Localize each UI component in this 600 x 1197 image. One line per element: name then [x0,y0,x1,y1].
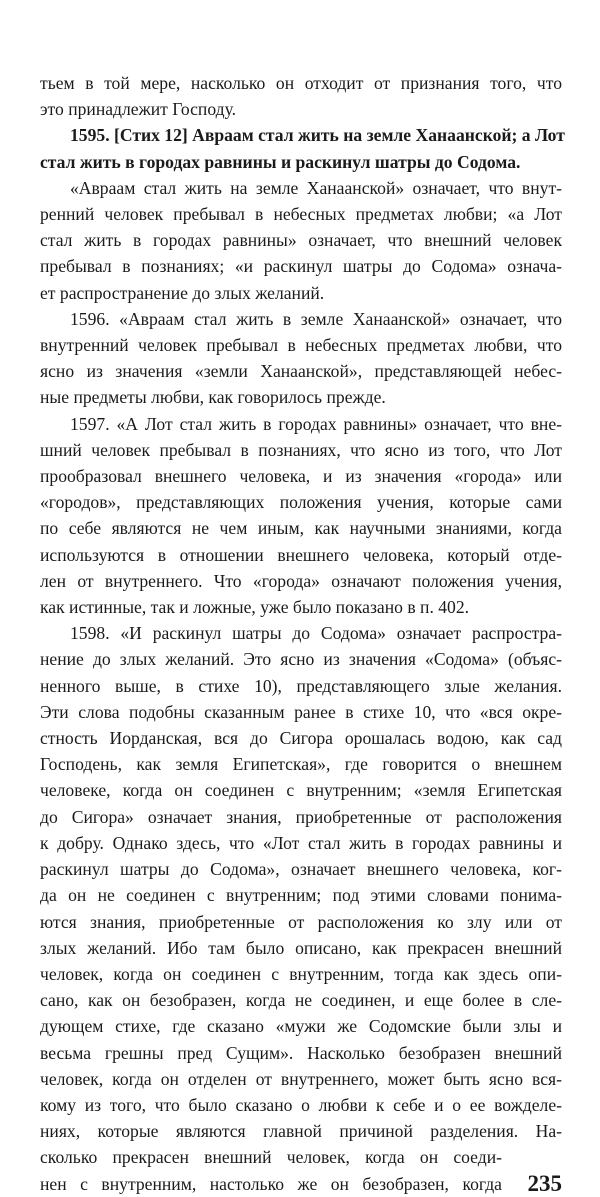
text-line: используются в отношении внешнего человека, который отде- [40,544,562,565]
text-line: по себе являются не чем иным, как научными знаниями, когда [40,518,562,539]
text-line: ненного выше, в стихе 10), представляющего злые желания. [40,675,562,696]
text-line: человеке, когда он соединен с внутренним; «земля Египетская [40,780,562,801]
text-line: 1597. «А Лот стал жить в городах равнины» означает, что вне- [70,413,562,434]
text-line: весьма грешны пред Сущим». Насколько безобразен внешний [40,1042,562,1063]
text-line: ниях, которые являются главной причиной разделения. На- [40,1121,562,1142]
text-line: шний человек пребывал в познаниях, что ясно из того, что Лот [40,439,562,460]
text-line: сано, как он безобразен, когда не соединен, и еще более в сле- [40,990,562,1011]
text-line: злых желаний. Ибо там было описано, как прекрасен внешний [40,937,562,958]
text-line: это принадлежит Господу. [40,99,237,120]
text-line: ренний человек пребывал в небесных предметах любви; «а Лот [40,204,562,225]
text-line: Эти слова подобны сказанным ранее в стихе 10, что «вся окре- [40,701,562,722]
text-line: «Авраам стал жить на земле Ханаанской» означает, что внут- [70,177,562,198]
text-line: дующем стихе, где сказано «мужи же Содомские были злы и [40,1016,562,1037]
page-number: 235 [527,1170,562,1196]
text-line: тьем в той мере, насколько он отходит от признания того, что [40,73,562,93]
text-line: ясно из значения «земли Ханаанской», представляющей небес- [40,361,562,382]
text-line: лен от внутреннего. Что «города» означают положения учения, [40,570,562,591]
text-line: да он не соединен с внутренним; под этими словами понима- [40,885,562,906]
text-line: прообразовал внешнего человека, и из значения «города» или [40,466,562,487]
text-line: человек, когда он соединен с внутренним, тогда как здесь опи- [40,963,562,984]
book-page [40,70,565,1197]
text-line: раскинул шатры до Содома», означает внешнего человека, ког- [40,859,562,880]
page-footer-block [40,1144,562,1196]
text-line: ные предметы любви, как говорилось прежде. [40,387,386,408]
text-line: пребывал в познаниях; «и раскинул шатры до Содома» означа- [40,256,562,277]
text-line: стность Иорданская, вся до Сигора орошалась водою, как сад [40,728,562,749]
text-line: Господень, как земля Египетская», где говорится о внешнем [40,754,562,775]
text-line: кому из того, что было сказано о любви к себе и о ее вожделе- [40,1094,562,1115]
text-line: «городов», представляющих положения учения, которые сами [40,492,562,513]
text-line: нение до злых желаний. Это ясно из значения «Содома» (объяс- [40,649,562,670]
text-line: человек, когда он отделен от внутреннего, может быть ясно вся- [40,1068,562,1089]
verse-heading: стал жить в городах равнины и раскинул шатры до Содома. [40,151,521,172]
text-line: ет распространение до злых желаний. [40,282,325,303]
verse-heading: 1595. [Стих 12] Авраам стал жить на земле Ханаанской; а Лот [70,125,565,146]
text-line: до Сигора» означает знания, приобретенные от расположения [40,806,562,827]
text-line: стал жить в городах равнины» означает, что внешний человек [40,230,562,251]
text-line: нен с внутренним, настолько же он безобразен, когда [40,1173,502,1194]
text-line: 1598. «И раскинул шатры до Содома» означает распростра- [70,623,562,644]
text-line: к добру. Однако здесь, что «Лот стал жить в городах равнины и [40,832,562,853]
text-line: сколько прекрасен внешний человек, когда он соеди- [40,1147,502,1168]
text-line: 1596. «Авраам стал жить в земле Ханаанской» означает, что [70,308,562,329]
text-line: внутренний человек пребывал в небесных предметах любви, что [40,335,562,356]
text-line: ются знания, приобретенные от расположения ко злу или от [40,911,562,932]
text-line: как истинные, так и ложные, уже было показано в п. 402. [40,597,470,618]
